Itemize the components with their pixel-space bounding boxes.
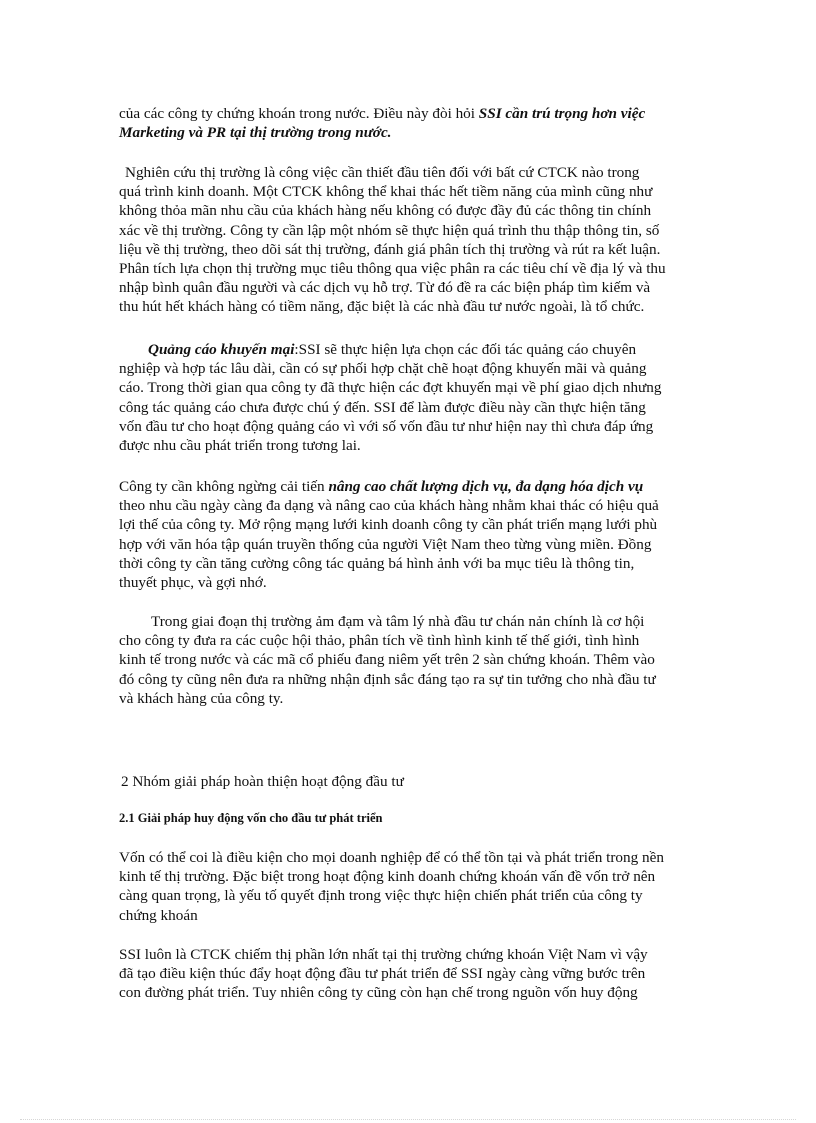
text-line: của các công ty chứng khoán trong nước. Điều này đòi hỏi SSI cần trú trọng hơn việc [119, 105, 646, 122]
capital-paragraph [119, 848, 709, 925]
text-line: đó công ty cũng nên đưa ra những nhận định sắc đáng tạo ra sự tin tưởng cho nhà đầu tư [119, 670, 656, 688]
text-line: Công ty cần không ngừng cải tiến nâng cao chất lượng dịch vụ, đa dạng hóa dịch vụ [119, 478, 644, 495]
text-line: SSI luôn là CTCK chiếm thị phần lớn nhất tại thị trường chứng khoán Việt Nam vì vậy [119, 946, 648, 963]
text-line: vốn đầu tư cho hoạt động quảng cáo vì với số vốn đầu tư như hiện nay thì chưa đáp ứng [119, 417, 654, 435]
text-line: Phân tích lựa chọn thị trường mục tiêu thông qua việc phân ra các tiêu chí về địa lý và thu [119, 259, 666, 277]
text-line: không thỏa mãn nhu cầu của khách hàng nếu không có được đầy đủ các thông tin chính [119, 202, 652, 220]
text-line: con đường phát triển. Tuy nhiên công ty cũng còn hạn chế trong nguồn vốn huy động [119, 984, 638, 1002]
market-research-paragraph [119, 163, 709, 317]
text-line: nhập bình quân đầu người và các dịch vụ hỗ trợ. Từ đó đề ra các biện pháp tìm kiếm và [119, 279, 651, 297]
text-line: Quảng cáo khuyến mại:SSI sẽ thực hiện lựa chọn các đối tác quảng cáo chuyên [148, 341, 637, 358]
text-line: cho công ty đưa ra các cuộc hội thảo, phân tích về tình hình kinh tế thế giới, tình hình [119, 632, 640, 650]
service-improvement-paragraph [119, 477, 709, 592]
text-line: theo nhu cầu ngày càng đa dạng và nâng cao của khách hàng nhằm khai thác có hiệu quả [119, 497, 659, 515]
section-heading: 2 Nhóm giải pháp hoàn thiện hoạt động đầu tư [121, 773, 404, 790]
emphasis-text: Marketing và PR tại thị trường trong nước. [119, 124, 392, 142]
subsection-heading: 2.1 Giải pháp huy động vốn cho đầu tư phát triển [119, 811, 383, 825]
text-line: Vốn có thể coi là điều kiện cho mọi doanh nghiệp để có thể tồn tại và phát triển trong nền [119, 849, 664, 866]
ssi-paragraph [119, 945, 709, 1003]
text-line: cáo. Trong thời gian qua công ty đã thực hiện các đợt khuyến mại về phí giao dịch nhưng [119, 379, 662, 397]
intro-paragraph [119, 104, 709, 142]
text-line: hợp với văn hóa tập quán truyền thống của người Việt Nam theo từng vùng miền. Đồng [119, 535, 652, 553]
subheading-inline: Quảng cáo khuyến mại [148, 341, 295, 358]
text-line: đã tạo điều kiện thúc đẩy hoạt động đầu tư phát triển để SSI ngày càng vững bước trên [119, 965, 646, 983]
emphasis-text: SSI cần trú trọng hơn việc [478, 105, 646, 122]
text-line: và khách hàng của công ty. [119, 689, 284, 707]
emphasis-text: nâng cao chất lượng dịch vụ, đa dạng hóa dịch vụ [328, 478, 644, 495]
text-line: liệu về thị trường, theo dõi sát thị trường, đánh giá phân tích thị trường và rút ra kết luận. [119, 240, 661, 258]
text-line: quá trình kinh doanh. Một CTCK không thể khai thác hết tiềm năng của mình cũng như [119, 183, 653, 201]
text-line: được nhu cầu phát triển trong tương lai. [119, 436, 361, 454]
text-line: xác về thị trường. Công ty cần lập một nhóm sẽ thực hiện quá trình thu thập thông tin, số [119, 221, 660, 239]
text-line: Nghiên cứu thị trường là công việc cần thiết đầu tiên đối với bất cứ CTCK nào trong [125, 164, 640, 181]
text-line: kinh tế thị trường. Đặc biệt trong hoạt động kinh doanh chứng khoán vấn đề vốn trở nên [119, 868, 656, 886]
text-line: lợi thế của công ty. Mở rộng mạng lưới kinh doanh công ty cần phát triển mạng lưới phù [119, 516, 658, 534]
page-border-divider [20, 1119, 796, 1120]
market-downturn-paragraph [119, 612, 709, 708]
text-line: thời công ty cần tăng cường công tác quảng bá hình ảnh với ba mục tiêu là thông tin, [119, 554, 635, 572]
advertising-paragraph [119, 340, 709, 455]
text-line: kinh tế trong nước và các mã cổ phiếu đang niêm yết trên 2 sàn chứng khoán. Thêm vào [119, 651, 655, 669]
text-line: Trong giai đoạn thị trường ảm đạm và tâm lý nhà đầu tư chán nản chính là cơ hội [151, 613, 645, 630]
text-line: thu hút hết khách hàng có tiềm năng, đặc biệt là các nhà đầu tư nước ngoài, là tổ chức. [119, 298, 645, 316]
text-line: càng quan trọng, là yếu tố quyết định trong việc thực hiện chiến phát triển của công ty [119, 887, 643, 905]
text-line: thuyết phục, và gợi nhớ. [119, 573, 267, 591]
text-line: nghiệp và hợp tác lâu dài, cần có sự phối hợp chặt chẽ hoạt động khuyến mãi và quảng [119, 360, 647, 378]
text-line: công tác quảng cáo chưa được chú ý đến. SSI để làm được điều này cần thực hiện tăng [119, 398, 646, 416]
text-line: chứng khoán [119, 906, 198, 924]
